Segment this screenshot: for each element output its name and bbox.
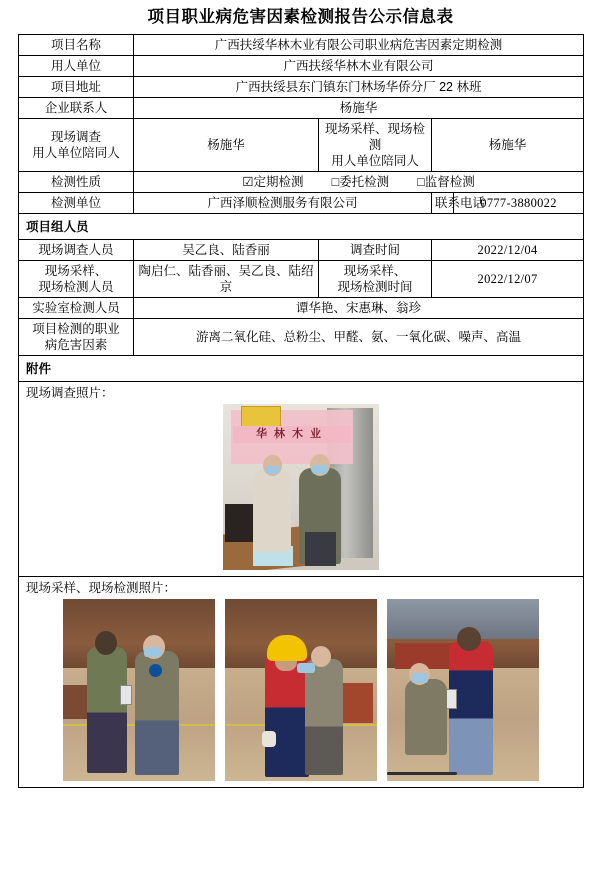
label-line-2: 用人单位陪同人 bbox=[32, 146, 120, 160]
label-line-1: 项目检测的职业 bbox=[32, 322, 120, 336]
row-label-sampling-staff bbox=[19, 261, 134, 298]
label-line-2: 病危害因素 bbox=[44, 338, 108, 352]
photo-plaque bbox=[241, 406, 281, 428]
table-row-hazard-factors bbox=[19, 319, 584, 356]
value-sampling-accompany: 杨施华 bbox=[432, 119, 584, 172]
row-label-hazard-factors bbox=[19, 319, 134, 356]
table-row bbox=[19, 56, 584, 77]
option-commissioned-testing[interactable] bbox=[332, 174, 390, 190]
label-line-1: 现场采样、现场检测 bbox=[324, 122, 425, 152]
row-label-sampling-accompany bbox=[319, 119, 432, 172]
survey-photos-label: 现场调查照片： bbox=[26, 386, 114, 400]
checkbox-empty-icon[interactable]: □ bbox=[331, 175, 340, 189]
row-value-hazard-factors: 游离二氧化硅、总粉尘、甲醛、氨、一氧化碳、噪声、高温 bbox=[134, 319, 584, 356]
row-value-project-address: 广西扶绥县东门镇东门林场华侨分厂 22 林班 bbox=[134, 77, 584, 98]
label-line-1: 现场采样、 bbox=[343, 264, 407, 278]
section-heading-row-attachment bbox=[19, 356, 584, 382]
photo-worker-head bbox=[457, 627, 481, 651]
page-title: 项目职业病危害因素检测报告公示信息表 bbox=[147, 7, 454, 26]
table-row-accompany bbox=[19, 119, 584, 172]
survey-photos-block bbox=[19, 404, 583, 576]
photo-technician-mask bbox=[144, 647, 162, 657]
survey-photos-cell bbox=[19, 382, 584, 577]
public-disclosure-table bbox=[18, 34, 584, 788]
table-row-testing-org bbox=[19, 193, 584, 214]
photo-sampler-device bbox=[120, 685, 132, 705]
photo-worker-body bbox=[87, 647, 127, 773]
sampling-photo-3[interactable] bbox=[387, 599, 539, 781]
photo-person-left-mask bbox=[265, 466, 280, 474]
row-value-employer: 广西扶绥华林木业有限公司 bbox=[134, 56, 584, 77]
table-row-sampling-staff bbox=[19, 261, 584, 298]
table-row-survey-staff bbox=[19, 240, 584, 261]
row-label-survey-accompany bbox=[19, 119, 134, 172]
row-label-sampling-time bbox=[319, 261, 432, 298]
row-value-survey-time: 2022/12/04 bbox=[432, 240, 584, 261]
value-survey-accompany: 杨施华 bbox=[134, 119, 319, 172]
row-label-project-address: 项目地址 bbox=[19, 77, 134, 98]
section-heading-team: 项目组人员 bbox=[19, 214, 584, 240]
table-row-test-nature bbox=[19, 172, 584, 193]
photo-technician-body bbox=[305, 659, 343, 775]
table-row bbox=[19, 77, 584, 98]
row-value-sampling-time: 2022/12/07 bbox=[432, 261, 584, 298]
photo-person-right-mask bbox=[312, 465, 328, 474]
photo-person-left-body bbox=[253, 468, 291, 552]
table-row bbox=[19, 35, 584, 56]
label-line-2: 用人单位陪同人 bbox=[331, 154, 419, 168]
photo-technician-mask bbox=[297, 663, 315, 673]
photo-hose bbox=[387, 772, 457, 775]
checkbox-checked-icon[interactable]: ☑ bbox=[242, 175, 254, 189]
table-row bbox=[19, 98, 584, 119]
option-label: 委托检测 bbox=[339, 175, 390, 189]
section-heading-row-team bbox=[19, 214, 584, 240]
row-value-phone: 0777-3880022 bbox=[454, 193, 584, 214]
section-heading-attachment: 附件 bbox=[19, 356, 584, 382]
checkbox-empty-icon[interactable]: □ bbox=[417, 175, 425, 189]
row-label-survey-staff: 现场调查人员 bbox=[19, 240, 134, 261]
option-periodic-testing[interactable] bbox=[242, 174, 303, 190]
photo-worker-head bbox=[95, 631, 117, 655]
row-label-survey-time: 调查时间 bbox=[319, 240, 432, 261]
option-label: 监督检测 bbox=[424, 175, 475, 189]
row-value-sampling-staff: 陶启仁、陆香丽、吴乙良、陆绍京 bbox=[134, 261, 319, 298]
row-label-company-contact: 企业联系人 bbox=[19, 98, 134, 119]
row-value-lab-staff: 谭华艳、宋惠琳、翁珍 bbox=[134, 298, 584, 319]
row-label-employer: 用人单位 bbox=[19, 56, 134, 77]
row-label-project-name: 项目名称 bbox=[19, 35, 134, 56]
photo-worker-glove bbox=[262, 731, 276, 747]
photo-technician-mask bbox=[411, 673, 428, 683]
label-line-2: 现场检测人员 bbox=[38, 280, 114, 294]
row-label-test-nature: 检测性质 bbox=[19, 172, 134, 193]
test-nature-options bbox=[134, 172, 584, 193]
table-row-survey-photos bbox=[19, 382, 584, 577]
photo-technician-body bbox=[405, 679, 447, 755]
row-value-company-contact: 杨施华 bbox=[134, 98, 584, 119]
option-supervisory-testing[interactable] bbox=[417, 174, 475, 190]
row-label-phone: 联系电话 bbox=[432, 193, 454, 214]
sampling-photos-label: 现场采样、现场检测照片： bbox=[26, 581, 177, 595]
table-row-lab-staff bbox=[19, 298, 584, 319]
sampling-photo-1[interactable] bbox=[63, 599, 215, 781]
sampling-photo-row bbox=[19, 599, 583, 781]
sampling-photos-cell bbox=[19, 577, 584, 788]
photo-person-right-legs bbox=[305, 532, 336, 566]
row-value-project-name: 广西扶绥华林木业有限公司职业病危害因素定期检测 bbox=[134, 35, 584, 56]
survey-photo-row bbox=[19, 404, 583, 570]
sampling-photos-block bbox=[19, 599, 583, 787]
row-value-testing-org: 广西泽顺检测服务有限公司 bbox=[134, 193, 432, 214]
survey-photo-1[interactable] bbox=[223, 404, 379, 570]
row-label-lab-staff: 实验室检测人员 bbox=[19, 298, 134, 319]
option-label: 定期检测 bbox=[253, 175, 304, 189]
photo-technician-badge bbox=[149, 664, 162, 677]
table-row-sampling-photos bbox=[19, 577, 584, 788]
row-value-survey-staff: 吴乙良、陆香丽 bbox=[134, 240, 319, 261]
label-line-1: 现场调查 bbox=[50, 130, 101, 144]
row-label-testing-org: 检测单位 bbox=[19, 193, 134, 214]
photo-yellow-helmet bbox=[267, 635, 307, 661]
sampling-photo-2[interactable] bbox=[225, 599, 377, 781]
label-line-1: 现场采样、 bbox=[44, 264, 108, 278]
label-line-2: 现场检测时间 bbox=[337, 280, 413, 294]
photo-banner-text: 华林木业 bbox=[233, 426, 351, 443]
